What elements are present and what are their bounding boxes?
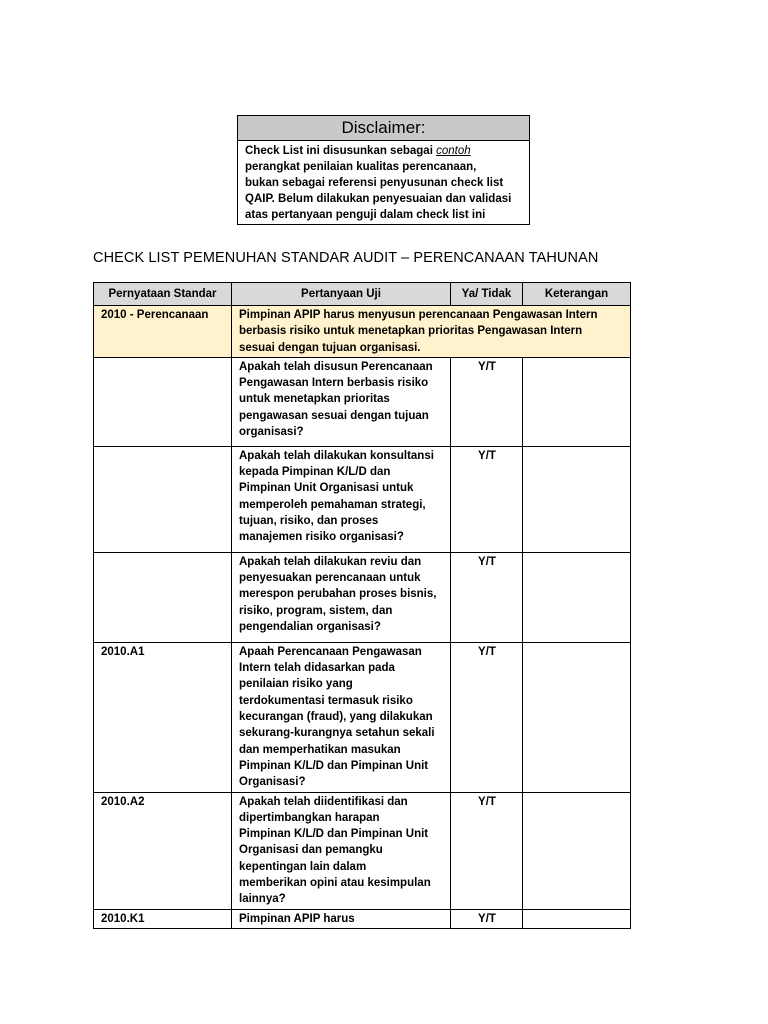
- question-line: Apaah Perencanaan Pengawasan: [239, 645, 422, 658]
- row-question: [232, 642, 451, 792]
- table-header-row: [94, 283, 631, 306]
- section-standard: 2010 - Perencanaan: [94, 306, 232, 358]
- question-line: dipertimbangkan harapan: [239, 811, 380, 824]
- header-standard: Pernyataan Standar: [94, 283, 232, 306]
- question-line: penilaian risiko yang: [239, 678, 353, 691]
- question-line: Organisasi dan pemangku: [239, 844, 383, 857]
- row-answer[interactable]: Y/T: [451, 357, 523, 446]
- disclaimer-emphasis: contoh: [436, 145, 471, 157]
- section-line: sesuai dengan tujuan organisasi.: [239, 341, 421, 354]
- question-line: terdokumentasi termasuk risiko: [239, 694, 413, 707]
- question-line: merespon perubahan proses bisnis,: [239, 588, 437, 601]
- header-answer: Ya/ Tidak: [451, 283, 523, 306]
- disclaimer-box: [237, 115, 530, 225]
- row-standard: [94, 446, 232, 552]
- table-row: [94, 552, 631, 642]
- row-note[interactable]: [523, 792, 631, 909]
- row-note[interactable]: [523, 552, 631, 642]
- question-line: sekurang-kurangnya setahun sekali: [239, 727, 435, 740]
- disclaimer-text: [238, 141, 529, 224]
- disclaimer-line-5: atas pertanyaan penguji dalam check list ini: [245, 209, 486, 221]
- row-answer[interactable]: Y/T: [451, 909, 523, 928]
- question-line: Pimpinan K/L/D dan Pimpinan Unit: [239, 828, 429, 841]
- question-line: Organisasi?: [239, 776, 306, 789]
- row-note[interactable]: [523, 357, 631, 446]
- header-note: Keterangan: [523, 283, 631, 306]
- section-line: Pimpinan APIP harus menyusun perencanaan Pengawasan Intern: [239, 309, 598, 321]
- row-standard: 2010.A2: [94, 792, 232, 909]
- disclaimer-line-1-prefix: Check List ini disusunkan sebagai: [245, 145, 437, 157]
- row-note[interactable]: [523, 909, 631, 928]
- question-line: Apakah telah diidentifikasi dan: [239, 795, 408, 808]
- row-answer[interactable]: Y/T: [451, 642, 523, 792]
- question-line: dan memperhatikan masukan: [239, 743, 401, 756]
- disclaimer-title: Disclaimer:: [238, 116, 529, 141]
- question-line: Pengawasan Intern berbasis risiko: [239, 377, 429, 390]
- question-line: Pimpinan K/L/D dan Pimpinan Unit: [239, 759, 429, 772]
- question-line: organisasi?: [239, 426, 304, 439]
- table-row: [94, 909, 631, 928]
- question-line: memberikan opini atau kesimpulan: [239, 877, 431, 890]
- question-line: untuk menetapkan prioritas: [239, 393, 390, 406]
- row-question: [232, 552, 451, 642]
- row-standard: [94, 357, 232, 446]
- section-statement: [232, 306, 631, 358]
- document-title: CHECK LIST PEMENUHAN STANDAR AUDIT – PERENCANAAN TAHUNAN: [93, 250, 599, 266]
- question-line: Pimpinan Unit Organisasi untuk: [239, 482, 414, 495]
- row-note[interactable]: [523, 446, 631, 552]
- question-line: Pimpinan APIP harus: [239, 912, 355, 925]
- question-line: penyesuakan perencanaan untuk: [239, 572, 421, 585]
- header-question: Pertanyaan Uji: [232, 283, 451, 306]
- section-line: berbasis risiko untuk menetapkan prioritas Pengawasan Intern: [239, 325, 583, 338]
- table-row: [94, 642, 631, 792]
- question-line: kecurangan (fraud), yang dilakukan: [239, 711, 433, 724]
- checklist-table: [93, 282, 631, 929]
- row-standard: 2010.K1: [94, 909, 232, 928]
- row-note[interactable]: [523, 642, 631, 792]
- question-line: pengawasan sesuai dengan tujuan: [239, 409, 429, 422]
- row-question: [232, 792, 451, 909]
- section-row: [94, 306, 631, 358]
- question-line: kepentingan lain dalam: [239, 860, 367, 873]
- row-question: [232, 357, 451, 446]
- row-standard: [94, 552, 232, 642]
- table-row: [94, 357, 631, 446]
- question-line: tujuan, risiko, dan proses: [239, 515, 379, 528]
- question-line: Apakah telah dilakukan konsultansi: [239, 449, 434, 462]
- row-answer[interactable]: Y/T: [451, 792, 523, 909]
- disclaimer-line-4: QAIP. Belum dilakukan penyesuaian dan validasi: [245, 193, 512, 205]
- question-line: Apakah telah dilakukan reviu dan: [239, 555, 422, 568]
- row-answer[interactable]: Y/T: [451, 552, 523, 642]
- row-question: [232, 446, 451, 552]
- question-line: kepada Pimpinan K/L/D dan: [239, 466, 391, 479]
- disclaimer-line-3: bukan sebagai referensi penyusunan check list: [245, 177, 504, 189]
- question-line: risiko, program, sistem, dan: [239, 604, 393, 617]
- table-row: [94, 792, 631, 909]
- question-line: Apakah telah disusun Perencanaan: [239, 360, 433, 373]
- table-row: [94, 446, 631, 552]
- row-question: [232, 909, 451, 928]
- question-line: memperoleh pemahaman strategi,: [239, 498, 426, 511]
- disclaimer-line-2: perangkat penilaian kualitas perencanaan,: [245, 161, 477, 173]
- question-line: Intern telah didasarkan pada: [239, 662, 395, 675]
- question-line: manajemen risiko organisasi?: [239, 531, 404, 544]
- question-line: pengendalian organisasi?: [239, 621, 381, 634]
- row-answer[interactable]: Y/T: [451, 446, 523, 552]
- row-standard: 2010.A1: [94, 642, 232, 792]
- question-line: lainnya?: [239, 893, 286, 906]
